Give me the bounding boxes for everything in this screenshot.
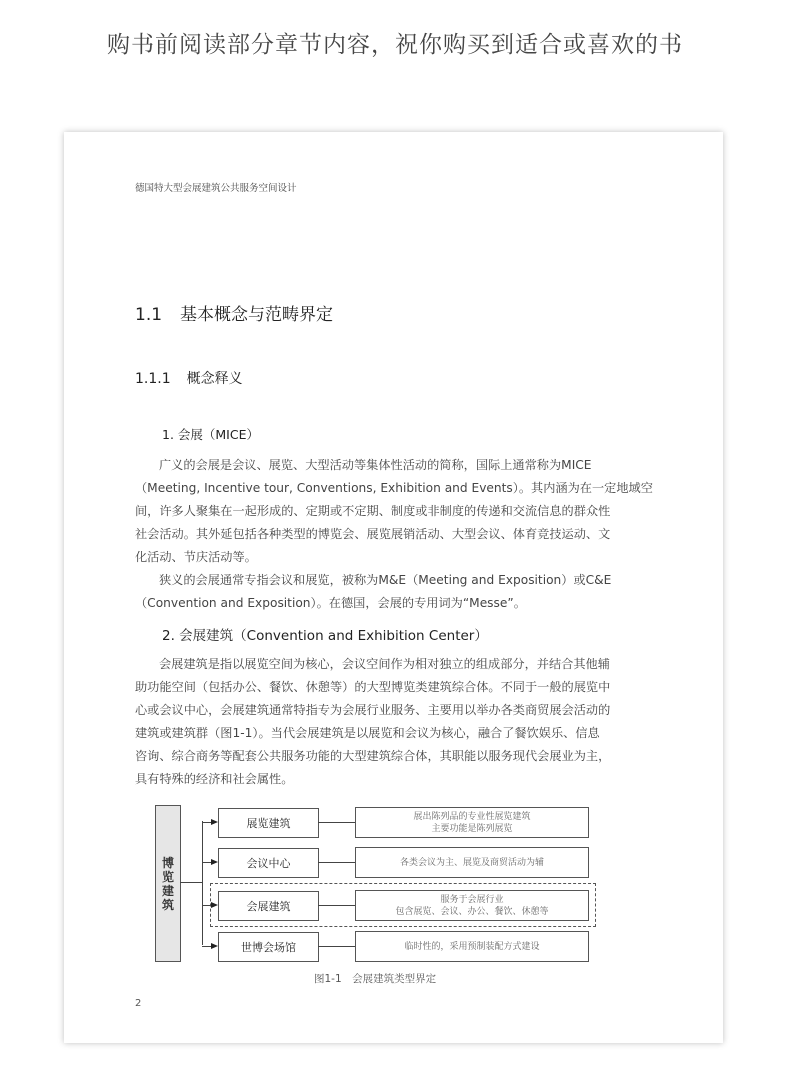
connector-line bbox=[318, 822, 355, 823]
running-header: 德国特大型会展建筑公共服务空间设计 bbox=[135, 183, 297, 194]
description-line: 展出陈列品的专业性展览建筑 bbox=[413, 811, 531, 822]
connector-line bbox=[180, 882, 202, 883]
arrow-icon bbox=[211, 859, 218, 865]
diagram-root-box bbox=[155, 805, 181, 962]
subsection-title: 概念释义 bbox=[186, 371, 243, 387]
subsection-number: 1.1.1 bbox=[135, 371, 171, 387]
description-line: 临时性的，采用预制装配方式建设 bbox=[404, 941, 540, 952]
category-description-box bbox=[355, 847, 589, 878]
description-line: 各类会议为主、展览及商贸活动为辅 bbox=[399, 857, 544, 868]
body-text-line: 建筑或建筑群（图1-1）。当代会展建筑是以展览和会议为核心，融合了餐饮娱乐、信息 bbox=[135, 726, 600, 740]
item1-heading: 1. 会展（MICE） bbox=[162, 427, 259, 442]
body-text-line: 化活动、节庆活动等。 bbox=[135, 550, 257, 564]
category-description-box bbox=[355, 931, 589, 962]
item1-body bbox=[135, 454, 653, 615]
category-description-box bbox=[355, 807, 589, 838]
figure-caption: 图1-1 会展建筑类型界定 bbox=[314, 973, 437, 985]
arrow-icon bbox=[211, 819, 218, 825]
section-heading bbox=[135, 300, 333, 325]
category-label: 会展建筑 bbox=[246, 900, 291, 913]
body-text-line: 会展建筑是指以展览空间为核心，会议空间作为相对独立的组成部分，并结合其他辅 bbox=[159, 657, 610, 671]
arrow-icon bbox=[211, 902, 218, 908]
body-text-line: （Convention and Exposition）。在德国，会展的专用词为“Messe”。 bbox=[135, 596, 526, 610]
body-text-line: 咨询、综合商务等配套公共服务功能的大型建筑综合体，其职能以服务现代会展业为主， bbox=[135, 749, 611, 763]
arrow-icon bbox=[211, 943, 218, 949]
banner-text: 购书前阅读部分章节内容，祝你购买到适合或喜欢的书 bbox=[107, 32, 683, 58]
connector-line bbox=[318, 862, 355, 863]
book-page bbox=[64, 132, 723, 1043]
body-text-line: 助功能空间（包括办公、餐饮、休憩等）的大型博览类建筑综合体。不同于一般的展览中 bbox=[135, 680, 611, 694]
diagram-root-label: 博览建筑 bbox=[161, 855, 174, 912]
connector-line bbox=[202, 821, 203, 945]
body-text-line: （Meeting, Incentive tour, Conventions, Exhibition and Events）。其内涵为在一定地域空 bbox=[135, 481, 653, 495]
section-number: 1.1 bbox=[135, 305, 163, 325]
connector-line bbox=[318, 905, 355, 906]
description-line: 服务于会展行业 bbox=[440, 894, 504, 905]
category-box bbox=[218, 808, 319, 838]
category-label: 展览建筑 bbox=[246, 817, 291, 830]
category-box bbox=[218, 891, 319, 921]
item2-heading: 2. 会展建筑（Convention and Exhibition Center） bbox=[162, 628, 488, 644]
connector-line bbox=[318, 946, 355, 947]
body-text-line: 广义的会展是会议、展览、大型活动等集体性活动的简称，国际上通常称为MICE bbox=[159, 458, 592, 472]
page-number: 2 bbox=[135, 998, 142, 1009]
category-label: 世博会场馆 bbox=[241, 941, 296, 954]
category-box bbox=[218, 848, 319, 878]
category-description-box bbox=[355, 890, 589, 921]
body-text-line: 社会活动。其外延包括各种类型的博览会、展览展销活动、大型会议、体育竞技运动、文 bbox=[135, 527, 611, 541]
body-text-line: 间，许多人聚集在一起形成的、定期或不定期、制度或非制度的传递和交流信息的群众性 bbox=[135, 504, 611, 518]
section-title: 基本概念与范畴界定 bbox=[180, 305, 334, 325]
body-text-line: 具有特殊的经济和社会属性。 bbox=[135, 772, 294, 786]
category-label: 会议中心 bbox=[246, 857, 291, 870]
subsection-heading bbox=[135, 368, 243, 388]
body-text-line: 心或会议中心，会展建筑通常特指专为会展行业服务、主要用以举办各类商贸展会活动的 bbox=[135, 703, 611, 717]
category-box bbox=[218, 932, 319, 962]
body-text-line: 狭义的会展通常专指会议和展览，被称为M&E（Meeting and Exposition）或C&E bbox=[159, 573, 612, 587]
description-line: 主要功能是陈列展览 bbox=[431, 823, 513, 834]
description-line: 包含展览、会议、办公、餐饮、休憩等 bbox=[395, 906, 549, 917]
item2-body bbox=[135, 653, 611, 791]
